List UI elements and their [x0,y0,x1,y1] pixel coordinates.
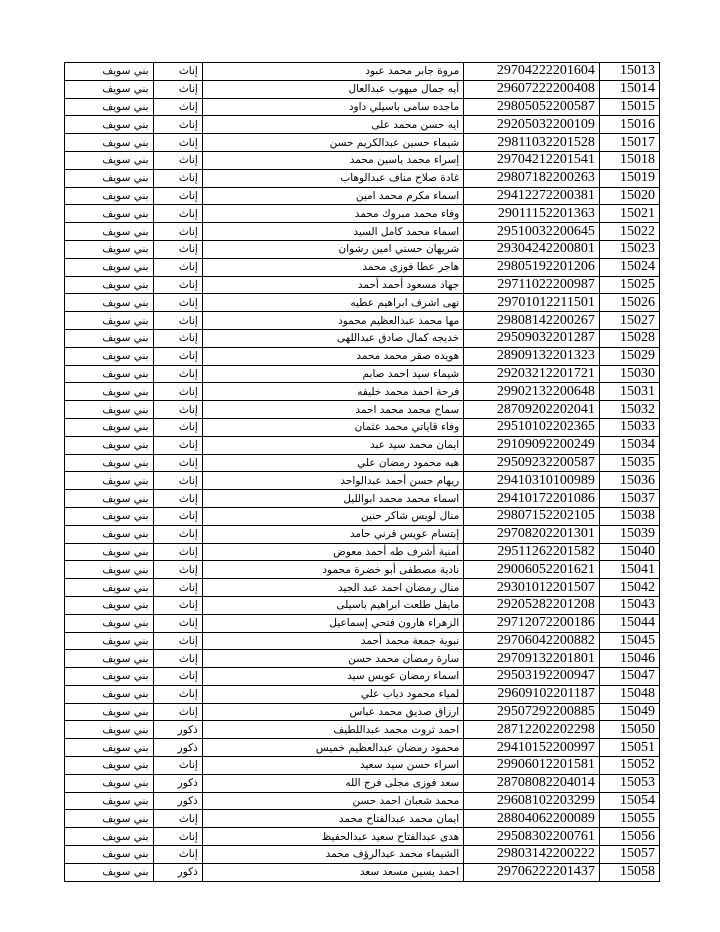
seat-number-cell: 15046 [599,650,659,668]
gender-cell: إناث [153,579,202,597]
table-row [65,543,660,561]
national-id-cell: 29807152202105 [464,507,600,525]
governorate-cell: بني سويف [65,579,154,597]
table-row [65,703,660,721]
table-row [65,401,660,419]
table-row [65,632,660,650]
national-id-cell: 29509032201287 [464,329,600,347]
seat-number-cell: 15055 [599,810,659,828]
table-row [65,757,660,775]
table-row [65,792,660,810]
name-cell: خديجه كمال صادق عبداللهى [202,329,463,347]
name-cell: الزهراء هارون فتحي إسماعيل [202,614,463,632]
seat-number-cell: 15032 [599,401,659,419]
table-row [65,312,660,330]
gender-cell: إناث [153,596,202,614]
national-id-cell: 29011152201363 [464,205,600,223]
gender-cell: إناث [153,151,202,169]
seat-number-cell: 15033 [599,418,659,436]
national-id-cell: 29704212201541 [464,151,600,169]
gender-cell: إناث [153,401,202,419]
national-id-cell: 29304242200801 [464,240,600,258]
name-cell: غادة صلاح مناف عبدالوهاب [202,169,463,187]
gender-cell: إناث [153,418,202,436]
table-row [65,668,660,686]
governorate-cell: بني سويف [65,543,154,561]
governorate-cell: بني سويف [65,276,154,294]
governorate-cell: بني سويف [65,134,154,152]
seat-number-cell: 15019 [599,169,659,187]
national-id-cell: 29205032200109 [464,116,600,134]
seat-number-cell: 15051 [599,739,659,757]
governorate-cell: بني سويف [65,596,154,614]
seat-number-cell: 15053 [599,774,659,792]
seat-number-cell: 15050 [599,721,659,739]
name-cell: هويده صقر محمد محمد [202,347,463,365]
national-id-cell: 29503192200947 [464,668,600,686]
table-row [65,846,660,864]
national-id-cell: 29301012201507 [464,579,600,597]
table-row [65,418,660,436]
national-id-cell: 29706042200882 [464,632,600,650]
seat-number-cell: 15030 [599,365,659,383]
name-cell: هبه محمود رمضان علي [202,454,463,472]
table-row [65,454,660,472]
seat-number-cell: 15027 [599,312,659,330]
governorate-cell: بني سويف [65,757,154,775]
governorate-cell: بني سويف [65,668,154,686]
table-row [65,685,660,703]
gender-cell: إناث [153,685,202,703]
gender-cell: ذكور [153,739,202,757]
governorate-cell: بني سويف [65,685,154,703]
gender-cell: إناث [153,98,202,116]
governorate-cell: بني سويف [65,436,154,454]
national-id-cell: 29510102202365 [464,418,600,436]
gender-cell: ذكور [153,863,202,881]
governorate-cell: بني سويف [65,205,154,223]
name-cell: اسراء حسن سيد سعيد [202,757,463,775]
governorate-cell: بني سويف [65,614,154,632]
gender-cell: إناث [153,668,202,686]
seat-number-cell: 15031 [599,383,659,401]
national-id-cell: 29508302200761 [464,828,600,846]
national-id-cell: 29109092200249 [464,436,600,454]
gender-cell: إناث [153,828,202,846]
national-id-cell: 29203212201721 [464,365,600,383]
seat-number-cell: 15022 [599,223,659,241]
governorate-cell: بني سويف [65,703,154,721]
name-cell: ريهام حسن أحمد عبدالواحد [202,472,463,490]
table-row [65,774,660,792]
name-cell: وفاء قاياتي محمد عثمان [202,418,463,436]
gender-cell: إناث [153,757,202,775]
name-cell: أمنية أشرف طه أحمد معوض [202,543,463,561]
national-id-cell: 28909132201323 [464,347,600,365]
table-row [65,507,660,525]
table-row [65,614,660,632]
gender-cell: إناث [153,810,202,828]
gender-cell: إناث [153,703,202,721]
gender-cell: إناث [153,134,202,152]
gender-cell: إناث [153,347,202,365]
gender-cell: إناث [153,312,202,330]
governorate-cell: بني سويف [65,792,154,810]
name-cell: شريهان حسني امين رشوان [202,240,463,258]
governorate-cell: بني سويف [65,472,154,490]
name-cell: اسماء رمضان عويس سيد [202,668,463,686]
name-cell: ماجده سامى باسيلي داود [202,98,463,116]
seat-number-cell: 15052 [599,757,659,775]
name-cell: محمود رمضان عبدالعظيم خميس [202,739,463,757]
seat-number-cell: 15029 [599,347,659,365]
seat-number-cell: 15039 [599,525,659,543]
national-id-cell: 29412272200381 [464,187,600,205]
national-id-cell: 29608102203299 [464,792,600,810]
name-cell: مروة جابر محمد عبود [202,63,463,81]
seat-number-cell: 15040 [599,543,659,561]
seat-number-cell: 15024 [599,258,659,276]
table-row [65,223,660,241]
governorate-cell: بني سويف [65,810,154,828]
gender-cell: إناث [153,383,202,401]
gender-cell: إناث [153,187,202,205]
name-cell: اسماء محمد محمد ابوالليل [202,490,463,508]
name-cell: شيماء سيد احمد صابم [202,365,463,383]
name-cell: منال رمضان احمد عبد الجيد [202,579,463,597]
seat-number-cell: 15013 [599,63,659,81]
table-row [65,63,660,81]
name-cell: احمد ثروت محمد عبداللطيف [202,721,463,739]
national-id-cell: 28804062200089 [464,810,600,828]
name-cell: جهاد مسعود أحمد أحمد [202,276,463,294]
name-cell: ايه حسن محمد على [202,116,463,134]
gender-cell: إناث [153,294,202,312]
seat-number-cell: 15042 [599,579,659,597]
national-id-cell: 29410310100989 [464,472,600,490]
governorate-cell: بني سويف [65,650,154,668]
governorate-cell: بني سويف [65,721,154,739]
gender-cell: إناث [153,650,202,668]
national-id-cell: 29607222200408 [464,80,600,98]
seat-number-cell: 15041 [599,561,659,579]
governorate-cell: بني سويف [65,507,154,525]
national-id-cell: 29509232200587 [464,454,600,472]
gender-cell: إناث [153,240,202,258]
table-row [65,80,660,98]
name-cell: سماح محمد محمد احمد [202,401,463,419]
national-id-cell: 29507292200885 [464,703,600,721]
gender-cell: إناث [153,454,202,472]
table-row [65,561,660,579]
seat-number-cell: 15044 [599,614,659,632]
governorate-cell: بني سويف [65,383,154,401]
seat-number-cell: 15048 [599,685,659,703]
seat-number-cell: 15021 [599,205,659,223]
gender-cell: إناث [153,543,202,561]
seat-number-cell: 15028 [599,329,659,347]
seat-number-cell: 15018 [599,151,659,169]
table-row [65,525,660,543]
gender-cell: ذكور [153,774,202,792]
national-id-cell: 29006052201621 [464,561,600,579]
national-id-cell: 28709202202041 [464,401,600,419]
name-cell: احمد يسين مسعد سعد [202,863,463,881]
name-cell: لمياء محمود دياب علي [202,685,463,703]
table-row [65,294,660,312]
name-cell: وفاء محمد مبروك محمد [202,205,463,223]
name-cell: ايمان محمد عبدالفتاح محمد [202,810,463,828]
name-cell: فرحة احمد محمد خليفه [202,383,463,401]
name-cell: ايمان محمد سيد عبد [202,436,463,454]
name-cell: محمد شعبان احمد حسن [202,792,463,810]
table-row [65,383,660,401]
gender-cell: ذكور [153,792,202,810]
national-id-cell: 29701012211501 [464,294,600,312]
governorate-cell: بني سويف [65,312,154,330]
national-id-cell: 28708082204014 [464,774,600,792]
seat-number-cell: 15037 [599,490,659,508]
governorate-cell: بني سويف [65,151,154,169]
name-cell: منال لويس شاكر حنين [202,507,463,525]
governorate-cell: بني سويف [65,240,154,258]
table-row [65,347,660,365]
national-id-cell: 29902132200648 [464,383,600,401]
national-id-cell: 29906012201581 [464,757,600,775]
national-id-cell: 29704222201604 [464,63,600,81]
table-row [65,365,660,383]
name-cell: اسماء محمد كامل السيد [202,223,463,241]
national-id-cell: 29803142200222 [464,846,600,864]
candidates-table [64,62,660,882]
seat-number-cell: 15026 [599,294,659,312]
governorate-cell: بني سويف [65,347,154,365]
national-id-cell: 28712202202298 [464,721,600,739]
national-id-cell: 29708202201301 [464,525,600,543]
governorate-cell: بني سويف [65,80,154,98]
national-id-cell: 29511262201582 [464,543,600,561]
table-row [65,650,660,668]
national-id-cell: 29410172201086 [464,490,600,508]
table-row [65,240,660,258]
table-row [65,721,660,739]
table-row [65,98,660,116]
seat-number-cell: 15014 [599,80,659,98]
seat-number-cell: 15045 [599,632,659,650]
table-row [65,134,660,152]
seat-number-cell: 15020 [599,187,659,205]
seat-number-cell: 15038 [599,507,659,525]
governorate-cell: بني سويف [65,863,154,881]
table-row [65,169,660,187]
table-row [65,863,660,881]
national-id-cell: 29609102201187 [464,685,600,703]
national-id-cell: 29709132201801 [464,650,600,668]
gender-cell: ذكور [153,721,202,739]
table-row [65,205,660,223]
national-id-cell: 29808142200267 [464,312,600,330]
gender-cell: إناث [153,365,202,383]
governorate-cell: بني سويف [65,63,154,81]
gender-cell: إناث [153,490,202,508]
name-cell: مايفل طلعت ابراهيم باسيلى [202,596,463,614]
governorate-cell: بني سويف [65,418,154,436]
national-id-cell: 29712072200186 [464,614,600,632]
table-body [65,63,660,882]
name-cell: الشيماء محمد عبدالرؤف محمد [202,846,463,864]
name-cell: ارزاق صديق محمد عباس [202,703,463,721]
seat-number-cell: 15023 [599,240,659,258]
seat-number-cell: 15034 [599,436,659,454]
table-row [65,116,660,134]
name-cell: نبوية جمعة محمد أحمد [202,632,463,650]
national-id-cell: 29706222201437 [464,863,600,881]
governorate-cell: بني سويف [65,561,154,579]
seat-number-cell: 15025 [599,276,659,294]
governorate-cell: بني سويف [65,525,154,543]
table-row [65,596,660,614]
name-cell: إسراء محمد ياسين محمد [202,151,463,169]
table-row [65,739,660,757]
gender-cell: إناث [153,258,202,276]
name-cell: نهى اشرف ابراهيم عطيه [202,294,463,312]
gender-cell: إناث [153,329,202,347]
table-row [65,329,660,347]
table-row [65,810,660,828]
governorate-cell: بني سويف [65,739,154,757]
seat-number-cell: 15016 [599,116,659,134]
table-row [65,828,660,846]
seat-number-cell: 15043 [599,596,659,614]
table-row [65,258,660,276]
national-id-cell: 29711022200987 [464,276,600,294]
table-row [65,151,660,169]
national-id-cell: 29811032201528 [464,134,600,152]
governorate-cell: بني سويف [65,116,154,134]
governorate-cell: بني سويف [65,365,154,383]
table-row [65,490,660,508]
governorate-cell: بني سويف [65,294,154,312]
governorate-cell: بني سويف [65,187,154,205]
name-cell: سارة رمضان محمد حسن [202,650,463,668]
governorate-cell: بني سويف [65,169,154,187]
gender-cell: إناث [153,276,202,294]
gender-cell: إناث [153,846,202,864]
seat-number-cell: 15015 [599,98,659,116]
seat-number-cell: 15058 [599,863,659,881]
governorate-cell: بني سويف [65,329,154,347]
gender-cell: إناث [153,507,202,525]
national-id-cell: 29205282201208 [464,596,600,614]
gender-cell: إناث [153,436,202,454]
name-cell: سعد فوزى مجلى فرج الله [202,774,463,792]
table-row [65,579,660,597]
gender-cell: إناث [153,63,202,81]
gender-cell: إناث [153,561,202,579]
governorate-cell: بني سويف [65,846,154,864]
national-id-cell: 29807182200263 [464,169,600,187]
name-cell: هدى عبدالفتاح سعيد عبدالحفيظ [202,828,463,846]
table-row [65,187,660,205]
seat-number-cell: 15035 [599,454,659,472]
table-row [65,276,660,294]
name-cell: أيه جمال ميهوب عبدالعال [202,80,463,98]
table-row [65,472,660,490]
gender-cell: إناث [153,80,202,98]
national-id-cell: 29805052200587 [464,98,600,116]
governorate-cell: بني سويف [65,258,154,276]
governorate-cell: بني سويف [65,401,154,419]
seat-number-cell: 15017 [599,134,659,152]
gender-cell: إناث [153,116,202,134]
governorate-cell: بني سويف [65,774,154,792]
table-row [65,436,660,454]
seat-number-cell: 15057 [599,846,659,864]
governorate-cell: بني سويف [65,632,154,650]
name-cell: هاجر عطا فوزى محمد [202,258,463,276]
name-cell: شيماء حسين عبدالكريم حسن [202,134,463,152]
governorate-cell: بني سويف [65,454,154,472]
gender-cell: إناث [153,472,202,490]
name-cell: إبتسام عويس قرني حامد [202,525,463,543]
seat-number-cell: 15049 [599,703,659,721]
gender-cell: إناث [153,205,202,223]
governorate-cell: بني سويف [65,98,154,116]
governorate-cell: بني سويف [65,223,154,241]
national-id-cell: 29510032200645 [464,223,600,241]
gender-cell: إناث [153,632,202,650]
gender-cell: إناث [153,223,202,241]
governorate-cell: بني سويف [65,490,154,508]
seat-number-cell: 15056 [599,828,659,846]
seat-number-cell: 15047 [599,668,659,686]
gender-cell: إناث [153,169,202,187]
seat-number-cell: 15054 [599,792,659,810]
governorate-cell: بني سويف [65,828,154,846]
gender-cell: إناث [153,614,202,632]
gender-cell: إناث [153,525,202,543]
name-cell: مها محمد عبدالعظيم محمود [202,312,463,330]
name-cell: اسماء مكرم محمد امين [202,187,463,205]
national-id-cell: 29410152200997 [464,739,600,757]
name-cell: نادية مصطفى أبو خضرة محمود [202,561,463,579]
national-id-cell: 29805192201206 [464,258,600,276]
seat-number-cell: 15036 [599,472,659,490]
